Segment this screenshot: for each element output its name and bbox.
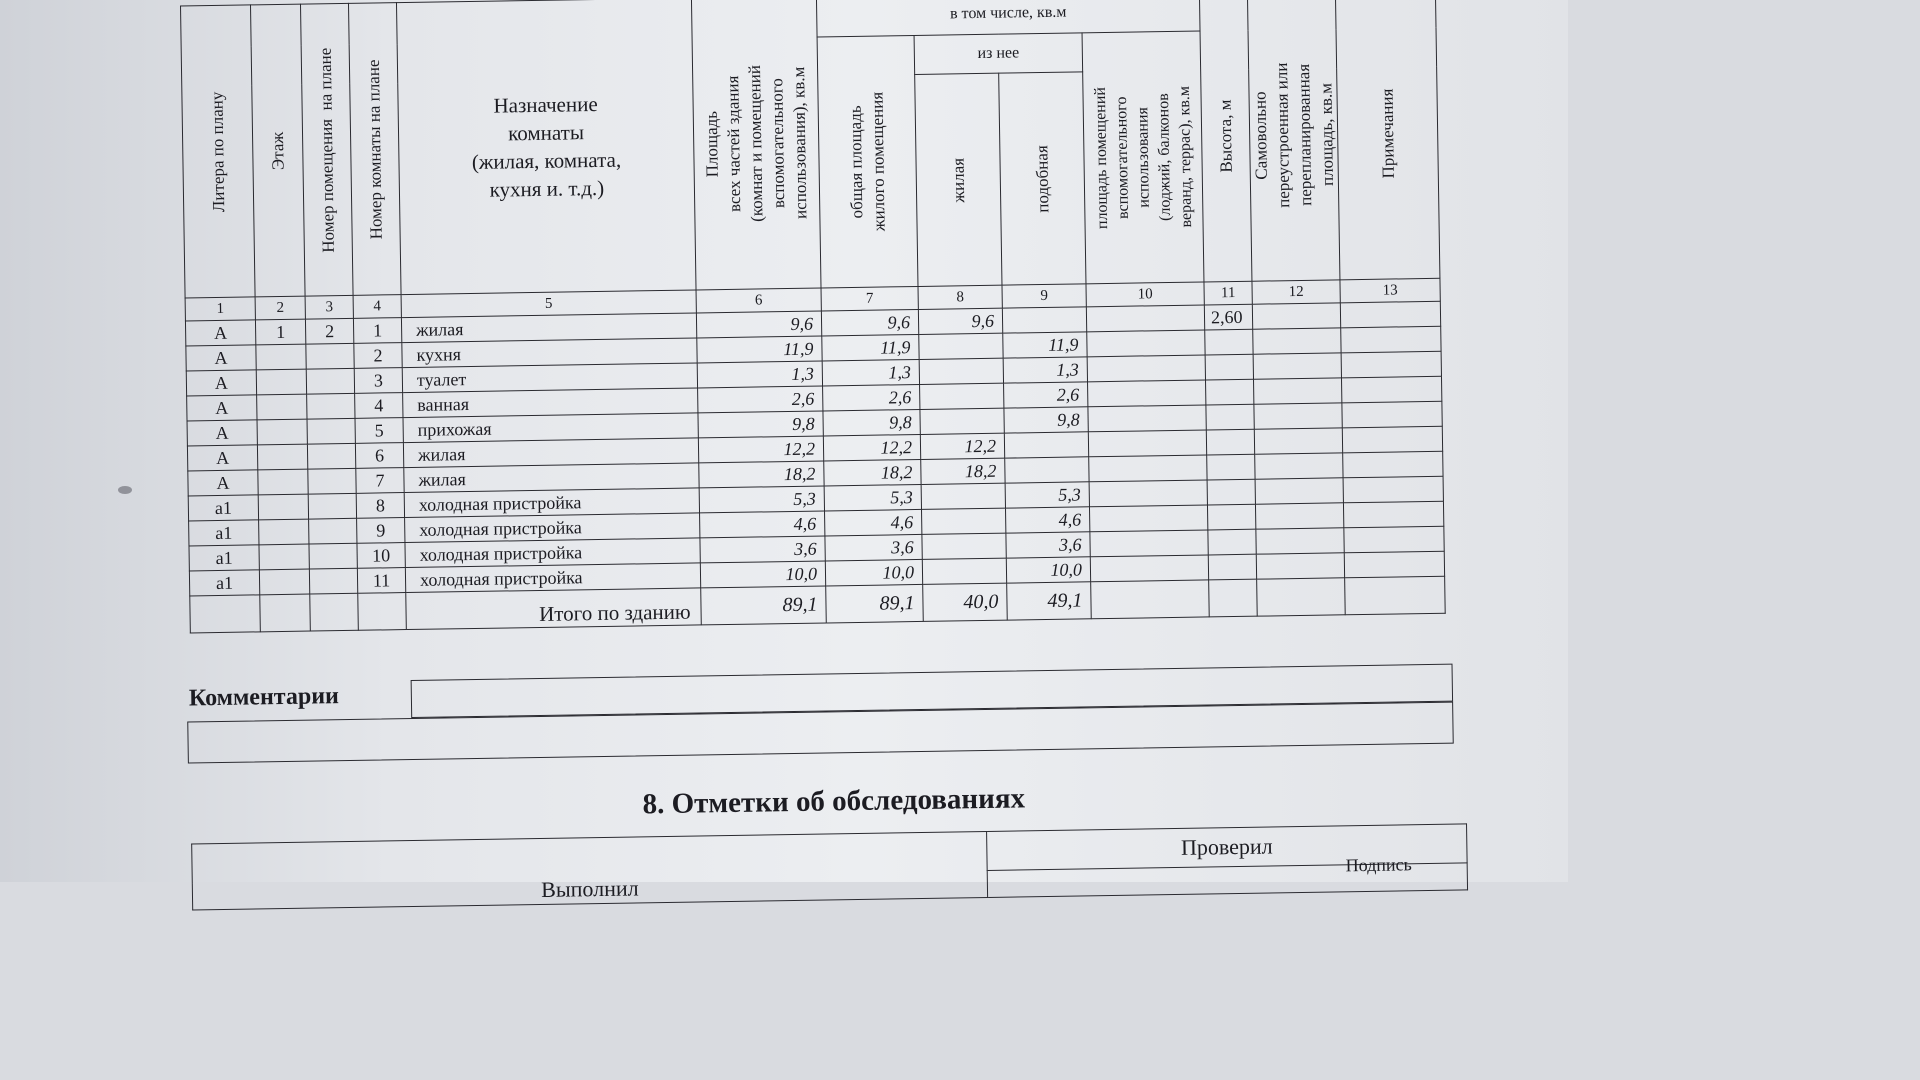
header-total-area: Площадь всех частей здания (комнат и помещений вспомогательного использования), кв.м: [691, 0, 821, 290]
cell-auxiliary-area: [1090, 530, 1208, 557]
cell-total-area: 5,3: [699, 486, 824, 513]
cell-height: [1207, 504, 1255, 530]
cell-room-number: 5: [355, 418, 403, 444]
comments-field-line2: [187, 702, 1454, 764]
cell-room-number: 11: [357, 568, 405, 594]
cell-letter: А: [186, 370, 256, 396]
cell-room-name: холодная пристройка: [404, 488, 699, 518]
cell-floor: 1: [255, 319, 305, 345]
cell-auxiliary-area: [1088, 380, 1206, 407]
total-empty-cell: [358, 593, 407, 631]
cell-self-built: [1254, 378, 1342, 404]
header-living: жилая: [915, 73, 1002, 286]
total-empty-cell: [1345, 576, 1446, 615]
cell-similar-area: 3,6: [1006, 532, 1090, 558]
cell-floor: [259, 519, 309, 545]
cell-auxiliary-area: [1087, 355, 1205, 382]
cell-similar-area: 2,6: [1004, 382, 1088, 408]
column-number: 7: [821, 286, 918, 311]
cell-note: [1343, 476, 1443, 503]
cell-self-built: [1254, 428, 1342, 454]
cell-height: [1207, 479, 1255, 505]
cell-room-number: 6: [355, 443, 403, 469]
cell-room-number: 2: [354, 343, 402, 369]
header-of-it-group: из нее: [914, 33, 1083, 75]
cell-height: [1207, 454, 1255, 480]
column-number: 8: [918, 285, 1002, 309]
cell-total-area: 2,6: [698, 386, 823, 413]
cell-height: [1206, 429, 1254, 455]
cell-floor: [258, 469, 308, 495]
column-number: 1: [185, 297, 255, 321]
cell-self-built: [1255, 478, 1343, 504]
cell-premises: 2: [305, 318, 353, 344]
section-8-title: 8. Отметки об обследованиях: [642, 782, 1026, 821]
paper-smudge: [118, 486, 132, 494]
cell-note: [1342, 401, 1442, 428]
cell-note: [1342, 426, 1442, 453]
cell-living-area: [920, 408, 1004, 434]
cell-room-name: холодная пристройка: [405, 563, 700, 593]
cell-similar-area: 4,6: [1005, 507, 1089, 533]
column-number: 10: [1086, 282, 1204, 307]
cell-common-area: 5,3: [824, 484, 921, 511]
cell-note: [1344, 551, 1444, 578]
cell-room-name: туалет: [402, 363, 697, 393]
header-floor: Этаж: [250, 4, 305, 297]
column-number: 6: [696, 288, 821, 313]
column-number: 11: [1204, 281, 1252, 305]
cell-total-area: 4,6: [700, 511, 825, 538]
cell-total-area: 1,3: [697, 361, 822, 388]
cell-living-area: [922, 508, 1006, 534]
inspection-table: [191, 823, 1468, 910]
cell-room-number: 9: [357, 518, 405, 544]
cell-auxiliary-area: [1088, 430, 1206, 457]
cell-total-area: 3,6: [700, 536, 825, 563]
cell-letter: a1: [189, 520, 259, 546]
cell-premises: [308, 493, 356, 519]
cell-total-area: 10,0: [700, 561, 825, 588]
cell-note: [1341, 351, 1441, 378]
cell-height: 2,60: [1204, 304, 1252, 330]
total-living-sum: 40,0: [923, 583, 1008, 621]
cell-room-name: кухня: [402, 338, 697, 368]
cell-living-area: 9,6: [918, 308, 1002, 334]
cell-common-area: 2,6: [823, 384, 920, 411]
cell-auxiliary-area: [1089, 480, 1207, 507]
performed-header: Выполнил: [192, 831, 988, 909]
cell-self-built: [1256, 528, 1344, 554]
cell-letter: А: [187, 445, 257, 471]
cell-floor: [257, 419, 307, 445]
cell-similar-area: 10,0: [1006, 557, 1090, 583]
cell-room-number: 3: [354, 368, 402, 394]
header-height: Высота, м: [1199, 0, 1252, 282]
header-row: [181, 0, 1437, 47]
cell-self-built: [1254, 403, 1342, 429]
cell-auxiliary-area: [1087, 330, 1205, 357]
cell-auxiliary-area: [1088, 405, 1206, 432]
cell-self-built: [1256, 553, 1344, 579]
total-empty-cell: [310, 593, 359, 631]
cell-auxiliary-area: [1089, 505, 1207, 532]
total-empty-cell: [260, 594, 311, 632]
cell-total-area: 12,2: [698, 436, 823, 463]
cell-total-area: 9,6: [696, 311, 821, 338]
cell-total-area: 11,9: [697, 336, 822, 363]
cell-auxiliary-area: [1086, 305, 1204, 332]
cell-living-area: [920, 383, 1004, 409]
cell-note: [1341, 326, 1441, 353]
cell-room-number: 10: [357, 543, 405, 569]
total-similar-sum: 49,1: [1007, 582, 1092, 620]
cell-premises: [307, 393, 355, 419]
header-letter: Литера по плану: [181, 5, 256, 298]
header-similar: подобная: [999, 72, 1086, 285]
cell-room-name: прихожая: [403, 413, 698, 443]
cell-room-number: 4: [355, 393, 403, 419]
header-room-number: Номер комнаты на плане: [348, 3, 401, 296]
cell-letter: a1: [188, 495, 258, 521]
column-number: 5: [401, 290, 696, 318]
cell-letter: a1: [189, 570, 259, 596]
cell-letter: А: [187, 420, 257, 446]
column-number: 4: [353, 295, 401, 319]
cell-living-area: [919, 358, 1003, 384]
rooms-body: [185, 301, 1444, 596]
cell-living-area: 18,2: [921, 458, 1005, 484]
cell-similar-area: [1004, 432, 1088, 458]
column-number: 12: [1252, 280, 1340, 304]
cell-height: [1205, 354, 1253, 380]
cell-similar-area: 9,8: [1004, 407, 1088, 433]
cell-premises: [307, 443, 355, 469]
cell-note: [1343, 451, 1443, 478]
cell-common-area: 9,8: [823, 409, 920, 436]
total-label: Итого по зданию: [406, 588, 702, 630]
cell-floor: [259, 544, 309, 570]
cell-similar-area: 5,3: [1005, 482, 1089, 508]
cell-common-area: 4,6: [825, 509, 922, 536]
column-number: 2: [255, 296, 305, 320]
cell-letter: А: [188, 470, 258, 496]
cell-letter: a1: [189, 545, 259, 571]
header-premises-number: Номер помещения на плане: [300, 3, 353, 296]
cell-room-name: жилая: [404, 463, 699, 493]
cell-self-built: [1253, 353, 1341, 379]
column-number: 3: [305, 295, 353, 319]
column-number: 13: [1340, 278, 1440, 303]
cell-common-area: 1,3: [822, 359, 919, 386]
cell-similar-area: 1,3: [1003, 357, 1087, 383]
cell-premises: [309, 568, 357, 594]
total-empty-cell: [190, 595, 261, 633]
cell-common-area: 9,6: [821, 309, 918, 336]
cell-note: [1343, 501, 1443, 528]
cell-floor: [257, 394, 307, 420]
cell-similar-area: 11,9: [1003, 332, 1087, 358]
cell-premises: [308, 468, 356, 494]
cell-common-area: 3,6: [825, 534, 922, 561]
cell-letter: А: [187, 395, 257, 421]
cell-premises: [309, 518, 357, 544]
cell-living-area: [922, 533, 1006, 559]
comments-label: Комментарии: [188, 683, 340, 712]
cell-premises: [309, 543, 357, 569]
cell-total-area: 18,2: [699, 461, 824, 488]
cell-common-area: 12,2: [823, 434, 920, 461]
document-page: [150, 0, 1484, 902]
cell-living-area: [919, 333, 1003, 359]
cell-note: [1344, 526, 1444, 553]
rooms-table: [180, 0, 1446, 633]
cell-height: [1208, 529, 1256, 555]
cell-living-area: [921, 483, 1005, 509]
cell-self-built: [1255, 453, 1343, 479]
header-common-area: общая площадь жилого помещения: [817, 36, 918, 288]
cell-height: [1208, 554, 1256, 580]
cell-note: [1340, 301, 1440, 328]
cell-room-name: жилая: [403, 438, 698, 468]
cell-self-built: [1255, 503, 1343, 529]
cell-floor: [256, 344, 306, 370]
cell-self-built: [1252, 303, 1340, 329]
header-notes: Примечания: [1335, 0, 1440, 280]
signature-label: Подпись: [1345, 854, 1412, 876]
cell-height: [1206, 379, 1254, 405]
cell-premises: [306, 343, 354, 369]
cell-total-area: 9,8: [698, 411, 823, 438]
cell-letter: А: [186, 345, 256, 371]
cell-room-name: холодная пристройка: [405, 538, 700, 568]
cell-similar-area: [1005, 457, 1089, 483]
cell-letter: А: [185, 320, 255, 346]
header-including-group: в том числе, кв.м: [816, 0, 1200, 37]
cell-common-area: 10,0: [825, 559, 922, 586]
cell-floor: [258, 494, 308, 520]
total-common-sum: 89,1: [826, 584, 924, 623]
cell-floor: [259, 569, 309, 595]
cell-height: [1206, 404, 1254, 430]
cell-auxiliary-area: [1090, 555, 1208, 582]
column-number: 9: [1002, 284, 1086, 308]
header-auxiliary-area: площадь помещений вспомогательного использования (лоджий, балконов веранд, террас), кв.м: [1082, 31, 1204, 284]
header-room-purpose: Назначение комнаты (жилая, комната, кухня и. т.д.): [396, 0, 696, 295]
header-self-built-area: Самовольно переустроенная или перепланированная площадь, кв.м: [1247, 0, 1340, 281]
cell-self-built: [1253, 328, 1341, 354]
cell-premises: [307, 418, 355, 444]
cell-living-area: 12,2: [920, 433, 1004, 459]
total-empty-cell: [1257, 578, 1346, 616]
cell-room-number: 1: [353, 318, 401, 344]
cell-floor: [256, 369, 306, 395]
total-empty-cell: [1209, 579, 1258, 617]
total-area-sum: 89,1: [701, 586, 827, 625]
cell-room-name: ванная: [403, 388, 698, 418]
total-empty-cell: [1091, 580, 1210, 619]
cell-room-number: 8: [356, 493, 404, 519]
cell-note: [1342, 376, 1442, 403]
cell-premises: [306, 368, 354, 394]
cell-room-number: 7: [356, 468, 404, 494]
checked-header: Проверил: [987, 824, 1468, 871]
cell-room-name: жилая: [401, 313, 696, 343]
cell-room-name: холодная пристройка: [405, 513, 700, 543]
cell-floor: [257, 444, 307, 470]
cell-auxiliary-area: [1089, 455, 1207, 482]
cell-common-area: 18,2: [824, 459, 921, 486]
cell-similar-area: [1002, 307, 1086, 333]
cell-common-area: 11,9: [822, 334, 919, 361]
cell-height: [1205, 329, 1253, 355]
cell-living-area: [922, 558, 1006, 584]
